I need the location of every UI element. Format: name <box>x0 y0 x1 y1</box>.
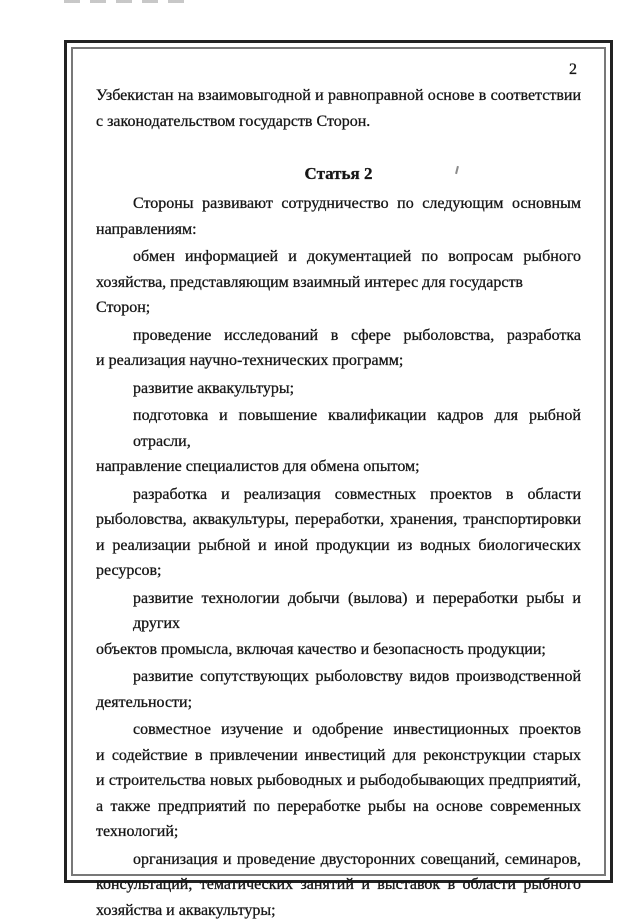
paragraph <box>96 376 581 402</box>
page-frame-inner-border <box>71 47 606 876</box>
text-line: развитие аквакультуры; <box>96 376 581 402</box>
text-line: с законодательством государств Сторон. <box>96 109 581 135</box>
paragraph <box>96 586 581 663</box>
text-line: Стороны развивают сотрудничество по следующим основным <box>96 191 581 217</box>
page-number: 2 <box>96 60 581 80</box>
paragraph <box>96 664 581 715</box>
text-line: и строительства новых рыбоводных и рыбодобывающих предприятий, <box>96 768 581 794</box>
text-line: проведение исследований в сфере рыболовства, разработка <box>96 323 581 349</box>
text-line: направлениям: <box>96 217 581 243</box>
text-line: и реализация научно-технических программ; <box>96 348 581 374</box>
scan-artifact-top-smudge <box>64 0 194 3</box>
text-line: хозяйства и аквакультуры; <box>96 898 581 923</box>
text-line: совместное изучение и одобрение инвестиционных проектов <box>96 717 581 743</box>
text-line: деятельности; <box>96 690 581 716</box>
text-line: ресурсов; <box>96 558 581 584</box>
text-line: Узбекистан на взаимовыгодной и равноправной основе в соответствии <box>96 83 581 109</box>
document-body <box>82 58 595 865</box>
text-line: подготовка и повышение квалификации кадров для рыбной отрасли, <box>96 403 581 454</box>
paragraph <box>96 191 581 242</box>
text-line: развитие сопутствующих рыболовству видов производственной <box>96 664 581 690</box>
paragraph <box>96 717 581 845</box>
text-line: обмен информацией и документацией по вопросам рыбного <box>96 244 581 270</box>
paragraph-continuation <box>96 83 581 134</box>
text-line: организация и проведение двусторонних совещаний, семинаров, <box>96 847 581 873</box>
text-line: рыболовства, аквакультуры, переработки, хранения, транспортировки <box>96 507 581 533</box>
paragraph <box>96 482 581 584</box>
paragraph <box>96 323 581 374</box>
text-line: и содействие в привлечении инвестиций для реконструкции старых <box>96 743 581 769</box>
paragraph <box>96 847 581 923</box>
paragraph <box>96 244 581 321</box>
text-line: хозяйства, представляющим взаимный интерес для государств Сторон; <box>96 270 581 321</box>
text-line: консультаций, тематических занятий и выставок в области рыбного <box>96 872 581 898</box>
text-line: направление специалистов для обмена опытом; <box>96 454 581 480</box>
paragraph <box>96 403 581 480</box>
article-heading: Статья 2 <box>96 161 581 187</box>
text-line: разработка и реализация совместных проектов в области <box>96 482 581 508</box>
page-frame-outer-border <box>64 40 613 883</box>
text-line: а также предприятий по переработке рыбы на основе современных <box>96 794 581 820</box>
text-line: и реализации рыбной и иной продукции из водных биологических <box>96 533 581 559</box>
text-line: объектов промысла, включая качество и безопасность продукции; <box>96 637 581 663</box>
text-line: развитие технологии добычи (вылова) и переработки рыбы и других <box>96 586 581 637</box>
text-line: технологий; <box>96 819 581 845</box>
